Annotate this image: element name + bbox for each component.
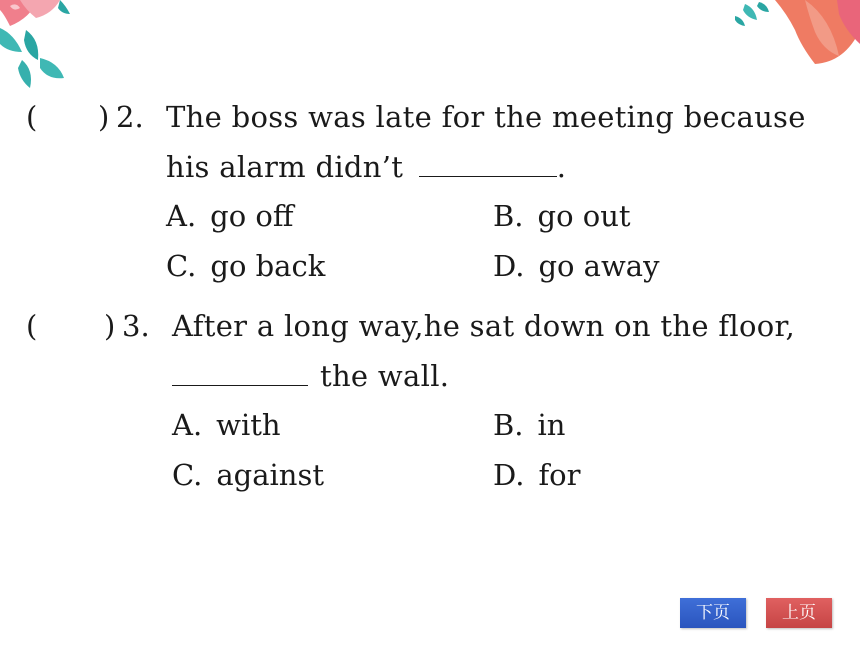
question-number: 2.: [116, 100, 144, 134]
option-a: A. go off: [166, 199, 294, 233]
question-stem-line1: After a long way,he sat down on the floor,: [172, 309, 795, 343]
answer-blank: [419, 150, 557, 177]
option-b: B. in: [493, 408, 566, 442]
option-c: C. against: [172, 458, 325, 492]
answer-paren-open: (: [26, 100, 38, 134]
option-d: D. go away: [493, 249, 660, 283]
option-c: C. go back: [166, 249, 326, 283]
previous-page-button[interactable]: 上页: [766, 598, 832, 628]
question-number: 3.: [122, 309, 150, 343]
answer-paren-close: ): [98, 100, 110, 134]
option-b: B. go out: [493, 199, 631, 233]
option-a: A. with: [172, 408, 281, 442]
question-stem-line1: The boss was late for the meeting because: [166, 100, 806, 134]
answer-paren-close: ): [104, 309, 116, 343]
question-stem-line2: [172, 356, 449, 396]
leaf-decoration-left: [0, 0, 90, 95]
question-stem-line2: [166, 147, 566, 187]
stem-text-before-blank: his alarm didn’t: [166, 150, 404, 184]
answer-paren-open: (: [26, 309, 38, 343]
option-d: D. for: [493, 458, 581, 492]
stem-text-after-blank: .: [556, 150, 567, 184]
leaf-decoration-right: [735, 0, 860, 70]
stem-text-after-blank: the wall.: [320, 359, 450, 393]
answer-blank: [172, 359, 308, 386]
next-page-button[interactable]: 下页: [680, 598, 746, 628]
